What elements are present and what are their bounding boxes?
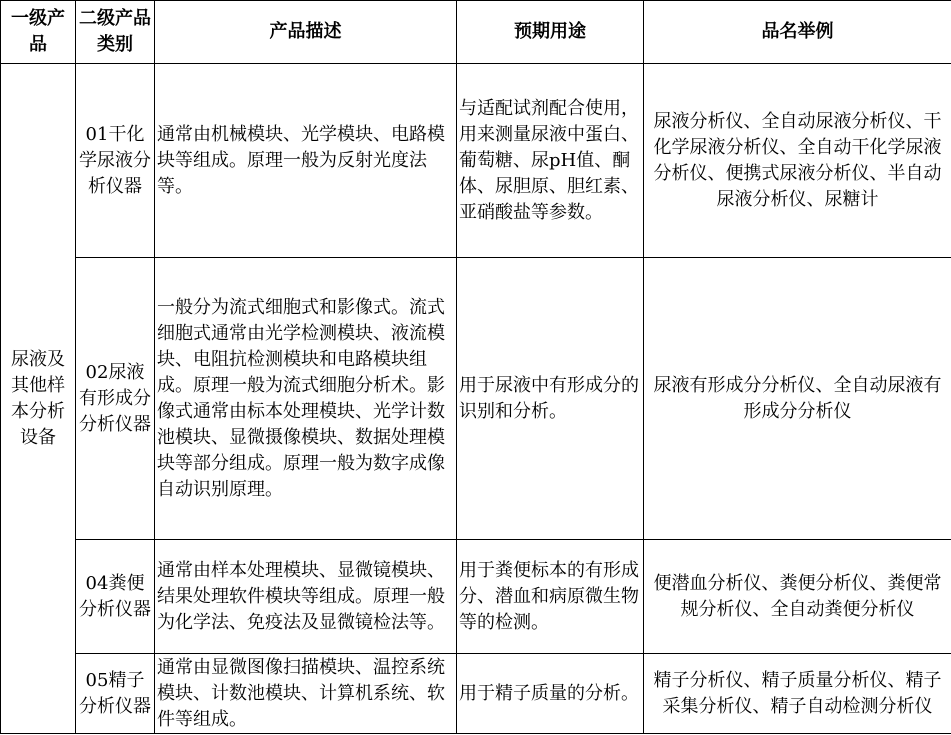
table-row — [1, 654, 951, 734]
description-cell: 一般分为流式细胞式和影像式。流式细胞式通常由光学检测模块、液流模块、电阻抗检测模块和电路模块组成。原理一般为流式细胞分析术。影像式通常由标本处理模块、光学计数池模块、显微摄像模块、数据处理模块等部分组成。原理一般为数字成像自动识别原理。 — [155, 258, 457, 540]
description-cell: 通常由机械模块、光学模块、电路模块等组成。原理一般为反射光度法等。 — [155, 64, 457, 258]
table-row — [1, 64, 951, 258]
intended-use-cell: 用于尿液中有形成分的识别和分析。 — [457, 258, 644, 540]
table-row — [1, 258, 951, 540]
category-cell: 01干化学尿液分析仪器 — [76, 64, 155, 258]
category-cell: 04粪便分析仪器 — [76, 540, 155, 654]
description-cell: 通常由样本处理模块、显微镜模块、结果处理软件模块等组成。原理一般为化学法、免疫法及显微镜检法等。 — [155, 540, 457, 654]
table-row — [1, 540, 951, 654]
description-cell: 通常由显微图像扫描模块、温控系统模块、计数池模块、计算机系统、软件等组成。 — [155, 654, 457, 734]
name-examples-cell: 精子分析仪、精子质量分析仪、精子采集分析仪、精子自动检测分析仪 — [644, 654, 951, 734]
category-cell: 05精子分析仪器 — [76, 654, 155, 734]
header-level1-product: 一级产品 — [1, 1, 76, 64]
intended-use-cell: 用于粪便标本的有形成分、潜血和病原微生物等的检测。 — [457, 540, 644, 654]
intended-use-cell: 用于精子质量的分析。 — [457, 654, 644, 734]
header-row — [1, 1, 951, 64]
intended-use-cell: 与适配试剂配合使用，用来测量尿液中蛋白、葡萄糖、尿pH值、酮体、尿胆原、胆红素、亚硝酸盐等参数。 — [457, 64, 644, 258]
category-cell: 02尿液有形成分分析仪器 — [76, 258, 155, 540]
name-examples-cell: 尿液分析仪、全自动尿液分析仪、干化学尿液分析仪、全自动干化学尿液分析仪、便携式尿液分析仪、半自动尿液分析仪、尿糖计 — [644, 64, 951, 258]
level1-product-cell: 尿液及其他样本分析设备 — [1, 64, 76, 734]
header-name-examples: 品名举例 — [644, 1, 951, 64]
name-examples-cell: 便潜血分析仪、粪便分析仪、粪便常规分析仪、全自动粪便分析仪 — [644, 540, 951, 654]
name-examples-cell: 尿液有形成分分析仪、全自动尿液有形成分分析仪 — [644, 258, 951, 540]
header-level2-category: 二级产品类别 — [76, 1, 155, 64]
header-product-description: 产品描述 — [155, 1, 457, 64]
header-intended-use: 预期用途 — [457, 1, 644, 64]
